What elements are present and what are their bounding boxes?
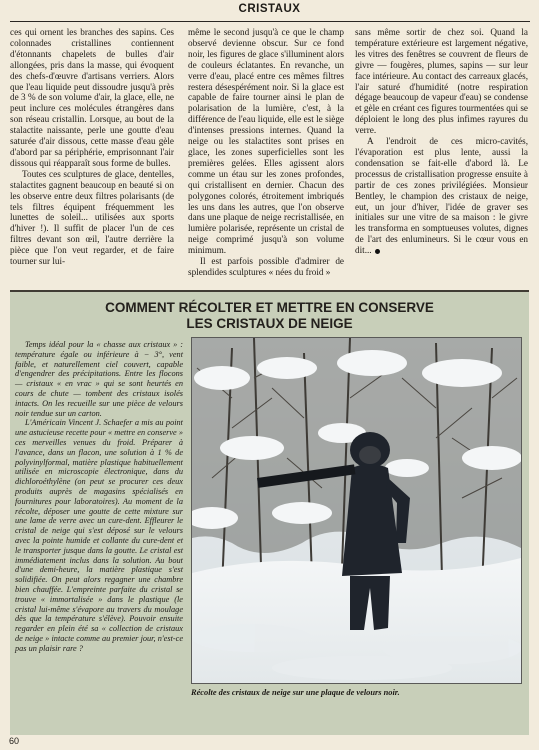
article-column-1	[10, 27, 174, 267]
sidebar-paragraph: L'Américain Vincent J. Schaefer a mis au point une astucieuse recette pour « mettre en conserve » ces merveilles venues du froid. Préparer à l'avance, dans un flacon, une solution à 1 % de polyvinylformal, matière plastique habituellement utilisée en microscopie électronique, dans du dichloroéthylène (on peut se procurer ces deux produits auprès de magasins spécialisés en fournitures pour laboratoires). Au moment de la récolte, déposer une goutte de cette mixture sur une lame de verre avec un cure-dent. Effleurer le cristal de neige qui s'est déposé sur le velours avec la pointe humide et collante du cure-dent et le transporter jusque dans la goutte. Le cristal est immédiatement inclus dans la solution. Au bout d'une demi-heure, la matière plastique s'est solidifiée. On peut alors regagner une chambre bien chauffée. L'empreinte parfaite du cristal se trouve « immortalisée » dans le plastique (le cristal lui-même s'évapore au travers du moulage dès que la température s'élève). Pouvoir ensuite regarder en plein été sa « collection de cristaux de neige » intacte comme au premier jour, n'est-ce pas un plaisir rare ?	[15, 418, 183, 653]
sidebar-paragraph: Temps idéal pour la « chasse aux cristaux » : température égale ou inférieure à − 3°, vent faible, et naturellement ciel couvert, capable d'engendrer des précipitations. Entre les flocons — cristaux « en vrac » qui se sont heurtés en cours de chute — tombent des cristaux isolés intacts. On les recueille sur une pièce de velours noir tendue sur un carton.	[15, 340, 183, 418]
end-of-article-mark	[375, 249, 380, 254]
sidebar-title-line-1: COMMENT RÉCOLTER ET METTRE EN CONSERVE	[105, 300, 434, 315]
article-paragraph: Toutes ces sculptures de glace, dentelles, stalactites gagnent beaucoup en beauté si on les observe entre deux filtres polarisants (de tels filtres équipent fréquemment les lunettes de soleil... utilisées aux sports d'hiver !). Il suffit de placer l'un de ces filtres devant son œil, l'autre derrière la pièce que l'on veut regarder, et de faire tourner sur lui-	[10, 168, 174, 267]
page-number: 60	[9, 736, 20, 746]
article-column-2	[188, 27, 344, 278]
sidebar-title	[10, 300, 529, 332]
snow-photo	[191, 337, 522, 684]
sidebar-text	[15, 340, 183, 654]
article-column-3	[355, 27, 528, 256]
sidebar-box	[10, 290, 529, 735]
sidebar-title-line-2: LES CRISTAUX DE NEIGE	[186, 316, 353, 331]
article-paragraph: même le second jusqu'à ce que le champ observé devienne obscur. Sur ce fond noir, les figures de glace s'illuminent alors de couleurs éclatantes. En revanche, un verre d'eau, placé entre ces mêmes filtres restera désespérément noir. Si la glace est capable de faire tourner ainsi le plan de polarisation de la lumière, c'est, à la différence de l'eau liquide, elle est le siège d'intenses pressions internes. Quand la neige ou les stalactites sont prises en glace, les zones superficielles sont les premières gelées. Elles agissent alors comme un étau sur les zones profondes, qui cristallisent en dernier. Chacun des polygones colorés, étroitement imbriqués les uns dans les autres, que l'on observe dans une plaque de neige recristallisée, en lumière polarisée, représente un cristal de neige comprimé jusqu'à son volume minimum.	[188, 27, 344, 256]
article-paragraph: Il est parfois possible d'admirer de splendides sculptures « nées du froid »	[188, 256, 344, 277]
header-rule	[10, 21, 530, 22]
article-paragraph: A l'endroit de ces micro-cavités, l'évaporation est plus lente, aussi la condensation se fait-elle d'abord là. Le processus de cristallisation progresse ensuite à partir de ces zones privilégiées. Monsieur Bentley, le champion des cristaux de neige, eut, un jour d'hiver, l'idée de graver ses initiales sur une vitre de sa maison : le givre les transforma en somptueuses volutes, dignes de l'art des enlumineurs. Si le cœur vous en dit...	[355, 136, 528, 256]
photo-caption: Récolte des cristaux de neige sur une plaque de velours noir.	[191, 688, 400, 697]
section-header: CRISTAUX	[238, 3, 301, 15]
article-paragraph: ces qui ornent les branches des sapins. Ces colonnades cristallines contiennent d'étonnants chapelets de bulles d'air allongées, pris dans la masse, qui évoquent des chefs-d'œuvre d'artisans verriers. Alors que l'eau liquide peut dissoudre jusqu'à près de 3 % de son volume d'air, la glace, elle, ne peut inclure ces molécules étrangères dans son réseau cristallin. Lorsque, au bout de la stalactite naissante, perle une goutte d'eau saturée d'air dissous, cette masse d'eau gèle d'abord par sa périphérie, emprisonnant l'air dissous qui réapparaît sous forme de bulles.	[10, 27, 174, 168]
article-paragraph: sans même sortir de chez soi. Quand la température extérieure est largement négative, les vitres des fenêtres se couvrent de fleurs de givre — fougères, plumes, sapins — sur leur face intérieure. Au contact des carreaux glacés, l'air saturé d'humidité (notre respiration dégage beaucoup de vapeur d'eau) se condense et gèle en créant ces figures tourmentées qui se déploient le long des plus infimes rayures du verre.	[355, 27, 528, 136]
